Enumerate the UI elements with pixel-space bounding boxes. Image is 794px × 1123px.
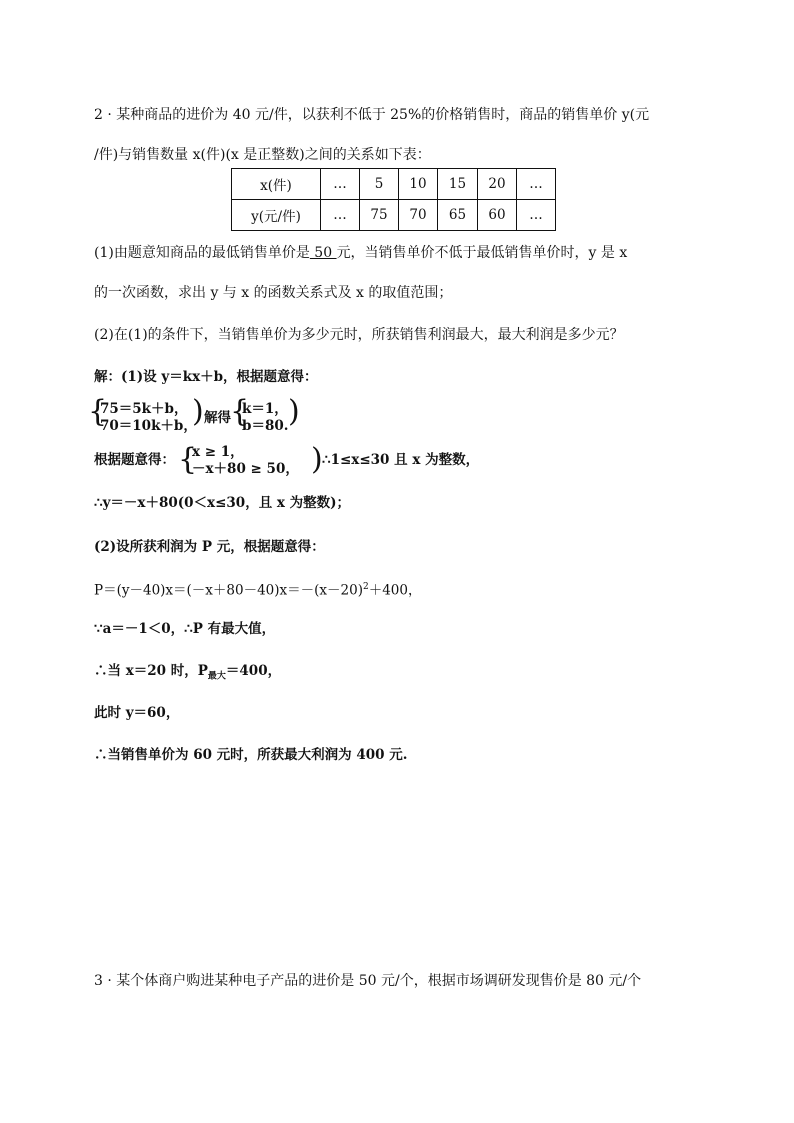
value-table — [231, 168, 556, 231]
left-brace: { — [178, 442, 198, 477]
right-paren: ) — [288, 394, 300, 429]
table-cell: 70 — [399, 200, 438, 231]
table-cell: 20 — [478, 169, 517, 200]
equation-1: 75＝5k＋b， — [100, 401, 188, 417]
inequality-result: ∴1≤x≤30 且 x 为整数， — [322, 452, 480, 468]
table-cell: … — [517, 169, 556, 200]
table-cell: y(元/件) — [232, 200, 321, 231]
table-cell: 10 — [399, 169, 438, 200]
table-cell: … — [517, 200, 556, 231]
problem2-line1: 2 · 某种商品的进价为 40 元/件，以获利不低于 25%的价格销售时，商品的销售单价 y(元 — [94, 107, 650, 123]
left-brace: { — [230, 394, 250, 429]
solution-step6 — [94, 578, 422, 600]
max-subscript: 最大 — [207, 671, 226, 682]
profit-expression: P＝(y－40)x＝(－x＋80－40)x＝－(x－20) — [94, 582, 363, 599]
solution-step8 — [94, 662, 281, 686]
question1-text-a: (1)由题意知商品的最低销售单价是 — [94, 245, 310, 261]
problem2-line2: /件)与销售数量 x(件)(x 是正整数)之间的关系如下表： — [94, 147, 431, 163]
equation-2: 70＝10k＋b， — [100, 418, 197, 434]
table-cell: 60 — [478, 200, 517, 231]
solution-step7: ∵a＝－1＜0，∴P 有最大值， — [94, 621, 276, 637]
question1-text-b: 元，当销售单价不低于最低销售单价时，y 是 x — [336, 245, 628, 261]
solution-label: 解： — [94, 369, 121, 385]
table-row-y — [232, 200, 556, 231]
left-brace: { — [88, 394, 108, 429]
solution-k: k＝1， — [242, 401, 288, 417]
solution-step1: (1)设 y＝kx＋b，根据题意得： — [121, 369, 318, 385]
solution-b: b＝80. — [242, 418, 289, 434]
solution-line1 — [94, 368, 318, 386]
table-cell: x(件) — [232, 169, 321, 200]
solution-step5: (2)设所获利润为 P 元，根据题意得： — [94, 539, 325, 555]
inequality-2: －x＋80 ≥ 50， — [192, 461, 299, 477]
table-row-x — [232, 169, 556, 200]
table-cell: 15 — [438, 169, 478, 200]
max-condition: ∴当 x＝20 时，P — [94, 663, 208, 679]
table-cell: … — [321, 169, 360, 200]
question1-line1 — [94, 244, 627, 262]
solution-conclusion: ∴当销售单价为 60 元时，所获最大利润为 400 元. — [94, 747, 408, 763]
right-paren: ) — [311, 442, 323, 477]
inequality-intro: 根据题意得： — [94, 452, 175, 468]
profit-expression-end: ＋400， — [368, 582, 422, 599]
table-cell: 65 — [438, 200, 478, 231]
right-paren: ) — [192, 394, 204, 429]
question2-line: (2)在(1)的条件下，当销售单价为多少元时，所获销售利润最大，最大利润是多少元？ — [94, 327, 624, 343]
solve-label: 解得 — [204, 410, 231, 426]
table-cell: 5 — [360, 169, 399, 200]
inequality-1: x ≥ 1， — [192, 444, 244, 460]
max-value: ＝400， — [225, 663, 282, 679]
solution-step9: 此时 y＝60， — [94, 705, 180, 721]
question1-answer: 50 — [309, 245, 337, 261]
question1-line2: 的一次函数，求出 y 与 x 的函数关系式及 x 的取值范围； — [94, 285, 453, 301]
table-cell: 75 — [360, 200, 399, 231]
table-cell: … — [321, 200, 360, 231]
solution-step4: ∴y＝－x＋80(0＜x≤30，且 x 为整数)； — [94, 495, 351, 511]
exponent: 2 — [362, 582, 369, 592]
problem3-line1: 3 · 某个体商户购进某种电子产品的进价是 50 元/个，根据市场调研发现售价是 80 元/个 — [94, 973, 642, 989]
